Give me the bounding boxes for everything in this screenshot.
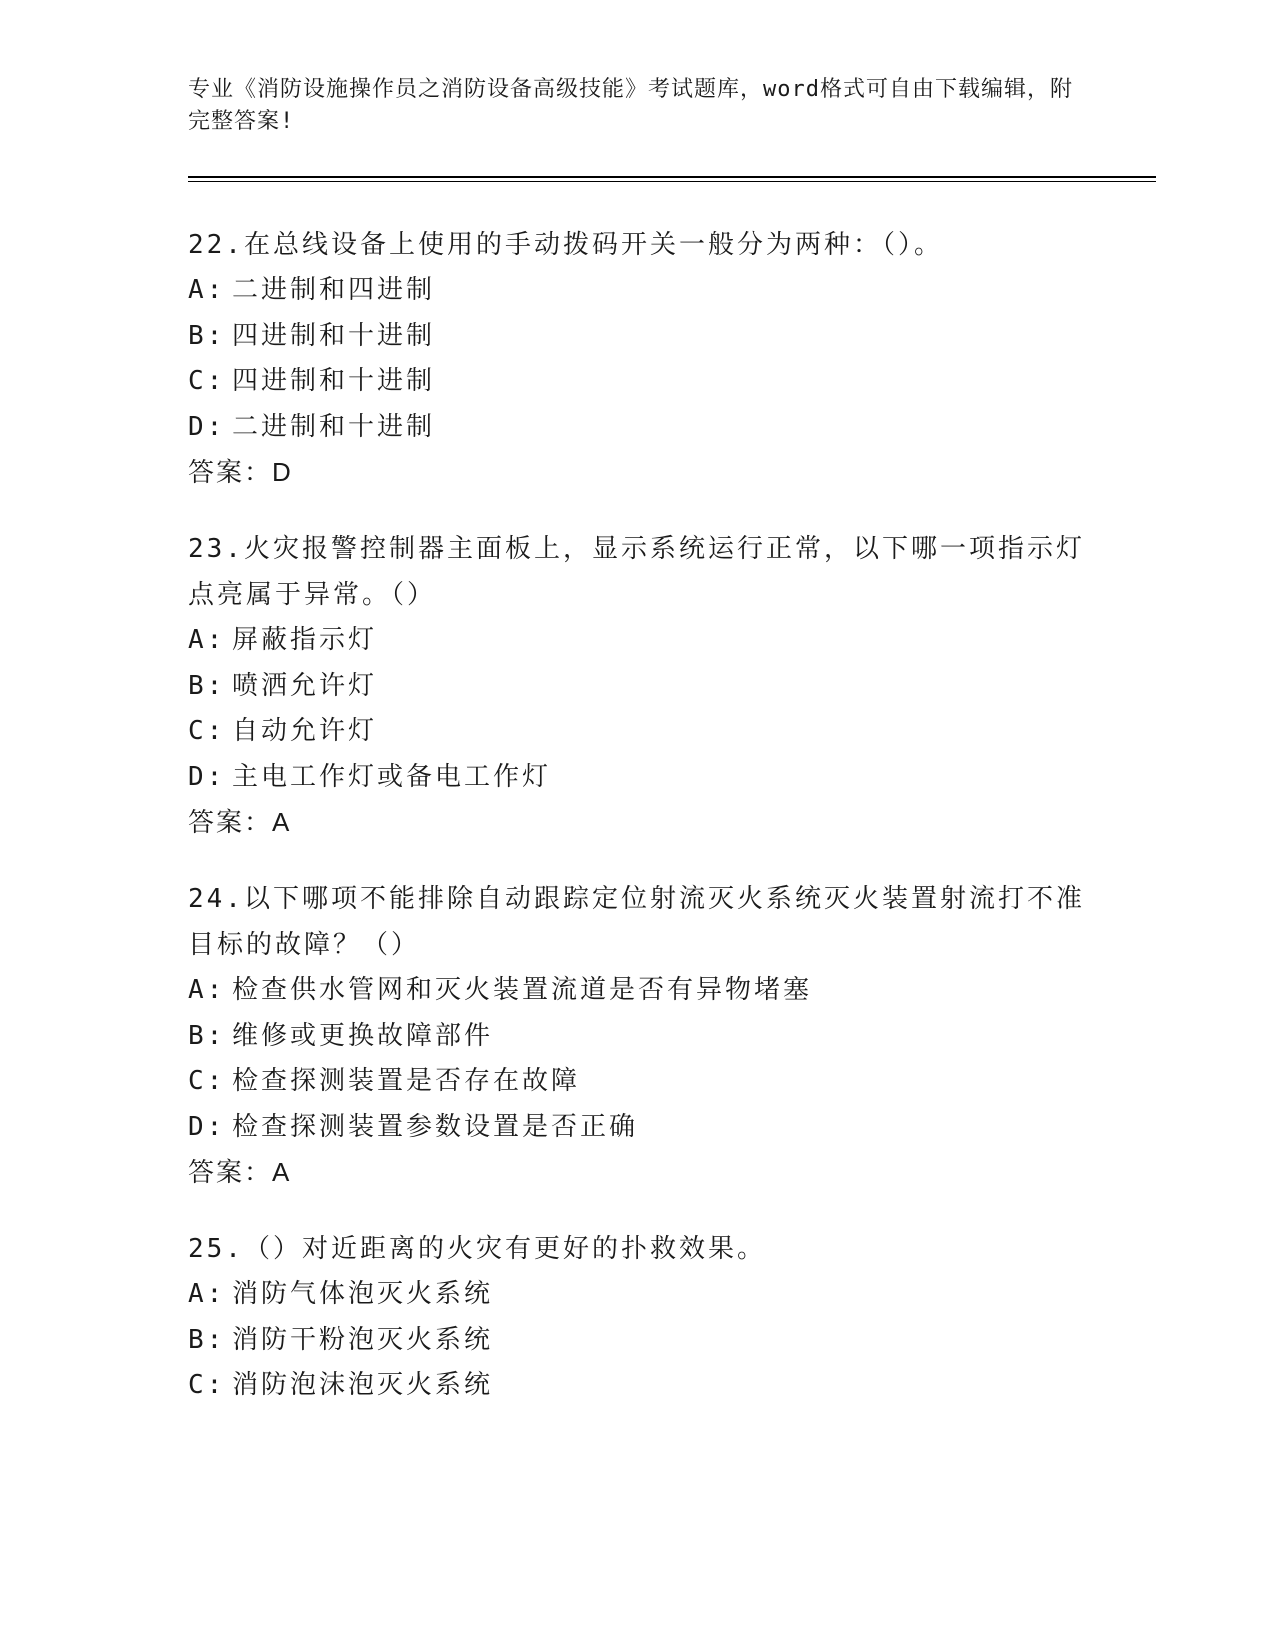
option-letter: A: <box>188 275 226 305</box>
option-letter: B: <box>188 670 226 701</box>
option-text: 喷洒允许灯 <box>232 670 378 701</box>
answer: 答案：A <box>188 1157 292 1187</box>
header-note: 专业《消防设施操作员之消防设备高级技能》考试题库，word格式可自由下载编辑，附完整答案! <box>188 77 1073 134</box>
option-text: 检查供水管网和灭火装置流道是否有异物堵塞 <box>232 975 813 1005</box>
option-a <box>188 618 1088 664</box>
question-stem: 23.火灾报警控制器主面板上，显示系统运行正常，以下哪一项指示灯点亮属于异常。（） <box>188 534 1085 610</box>
option-letter: D: <box>188 1111 226 1142</box>
option-letter: B: <box>188 1020 226 1051</box>
option-a <box>188 268 1088 314</box>
option-c <box>188 359 1088 405</box>
option-text: 四进制和十进制 <box>232 366 436 396</box>
option-text: 维修或更换故障部件 <box>232 1020 494 1051</box>
option-text: 屏蔽指示灯 <box>232 625 378 655</box>
option-letter: C: <box>188 1370 226 1400</box>
answer: 答案：D <box>188 457 293 487</box>
option-d <box>188 405 1088 451</box>
option-letter: C: <box>188 366 226 396</box>
option-letter: D: <box>188 761 226 792</box>
option-text: 自动允许灯 <box>232 716 378 746</box>
option-text: 消防干粉泡灭火系统 <box>232 1324 494 1355</box>
question-stem: 24.以下哪项不能排除自动跟踪定位射流灭火系统灭火装置射流打不准目标的故障？（） <box>188 884 1085 960</box>
option-a <box>188 968 1088 1014</box>
option-letter: D: <box>188 411 226 442</box>
option-d <box>188 755 1088 801</box>
option-letter: B: <box>188 1324 226 1355</box>
option-c <box>188 1059 1088 1105</box>
option-text: 检查探测装置是否存在故障 <box>232 1066 581 1096</box>
option-text: 检查探测装置参数设置是否正确 <box>232 1111 639 1142</box>
option-c <box>188 1363 1088 1409</box>
answer: 答案：A <box>188 807 292 837</box>
option-text: 四进制和十进制 <box>232 320 436 351</box>
option-letter: B: <box>188 320 226 351</box>
question-25 <box>188 1226 1088 1409</box>
option-c <box>188 709 1088 755</box>
option-text: 二进制和十进制 <box>232 411 436 442</box>
question-22 <box>188 222 1088 495</box>
option-b <box>188 314 1088 360</box>
question-stem: 25.（）对近距离的火灾有更好的扑救效果。 <box>188 1234 766 1264</box>
option-letter: C: <box>188 716 226 746</box>
option-text: 消防气体泡灭火系统 <box>232 1279 494 1309</box>
option-d <box>188 1105 1088 1151</box>
header-divider-thin <box>188 181 1156 182</box>
option-text: 二进制和四进制 <box>232 275 436 305</box>
option-letter: C: <box>188 1066 226 1096</box>
option-b <box>188 1318 1088 1364</box>
option-letter: A: <box>188 1279 226 1309</box>
option-text: 主电工作灯或备电工作灯 <box>232 761 552 792</box>
question-24 <box>188 876 1088 1195</box>
option-letter: A: <box>188 625 226 655</box>
option-b <box>188 1014 1088 1060</box>
option-a <box>188 1272 1088 1318</box>
question-stem: 22.在总线设备上使用的手动拨码开关一般分为两种：（）。 <box>188 230 943 260</box>
question-23 <box>188 526 1088 845</box>
option-text: 消防泡沫泡灭火系统 <box>232 1370 494 1400</box>
header-divider <box>188 176 1156 178</box>
option-b <box>188 664 1088 710</box>
option-letter: A: <box>188 975 226 1005</box>
